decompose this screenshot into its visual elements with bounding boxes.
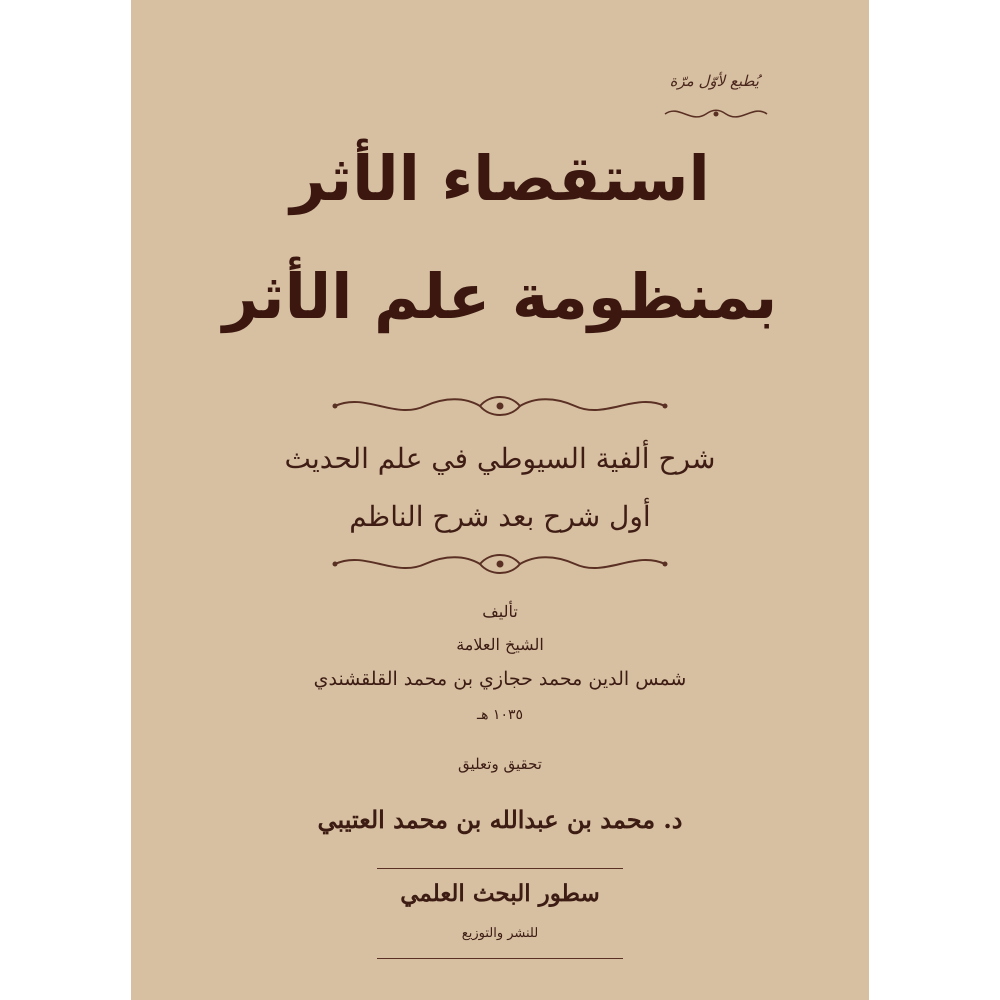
publisher-subtitle: للنشر والتوزيع <box>461 926 539 941</box>
author-honorific: الشيخ العلامة <box>456 635 544 654</box>
publisher-top-rule <box>377 868 623 869</box>
small-flourish-ornament <box>661 102 771 126</box>
main-title-line-2: بمنظومة علم الأثر <box>222 260 778 333</box>
subtitle-divider-ornament <box>325 546 675 582</box>
subtitle-line-1: شرح ألفية السيوطي في علم الحديث <box>284 442 716 475</box>
first-print-note: يُطبع لأوّل مرّة <box>669 72 759 90</box>
book-cover <box>131 0 869 1000</box>
editor-name: د. محمد بن عبدالله بن محمد العتيبي <box>317 805 683 834</box>
publisher-name: سطور البحث العلمي <box>400 880 600 907</box>
publisher-bottom-rule <box>377 958 623 959</box>
editor-label: تحقيق وتعليق <box>458 755 542 773</box>
author-name: شمس الدين محمد حجازي بن محمد القلقشندي <box>313 668 687 690</box>
main-title-line-1: استقصاء الأثر <box>290 142 710 215</box>
author-death-date: ١٠٣٥ هـ <box>476 707 523 723</box>
title-divider-ornament <box>325 388 675 424</box>
subtitle-line-2: أول شرح بعد شرح الناظم <box>349 500 651 533</box>
author-label: تأليف <box>482 602 518 621</box>
